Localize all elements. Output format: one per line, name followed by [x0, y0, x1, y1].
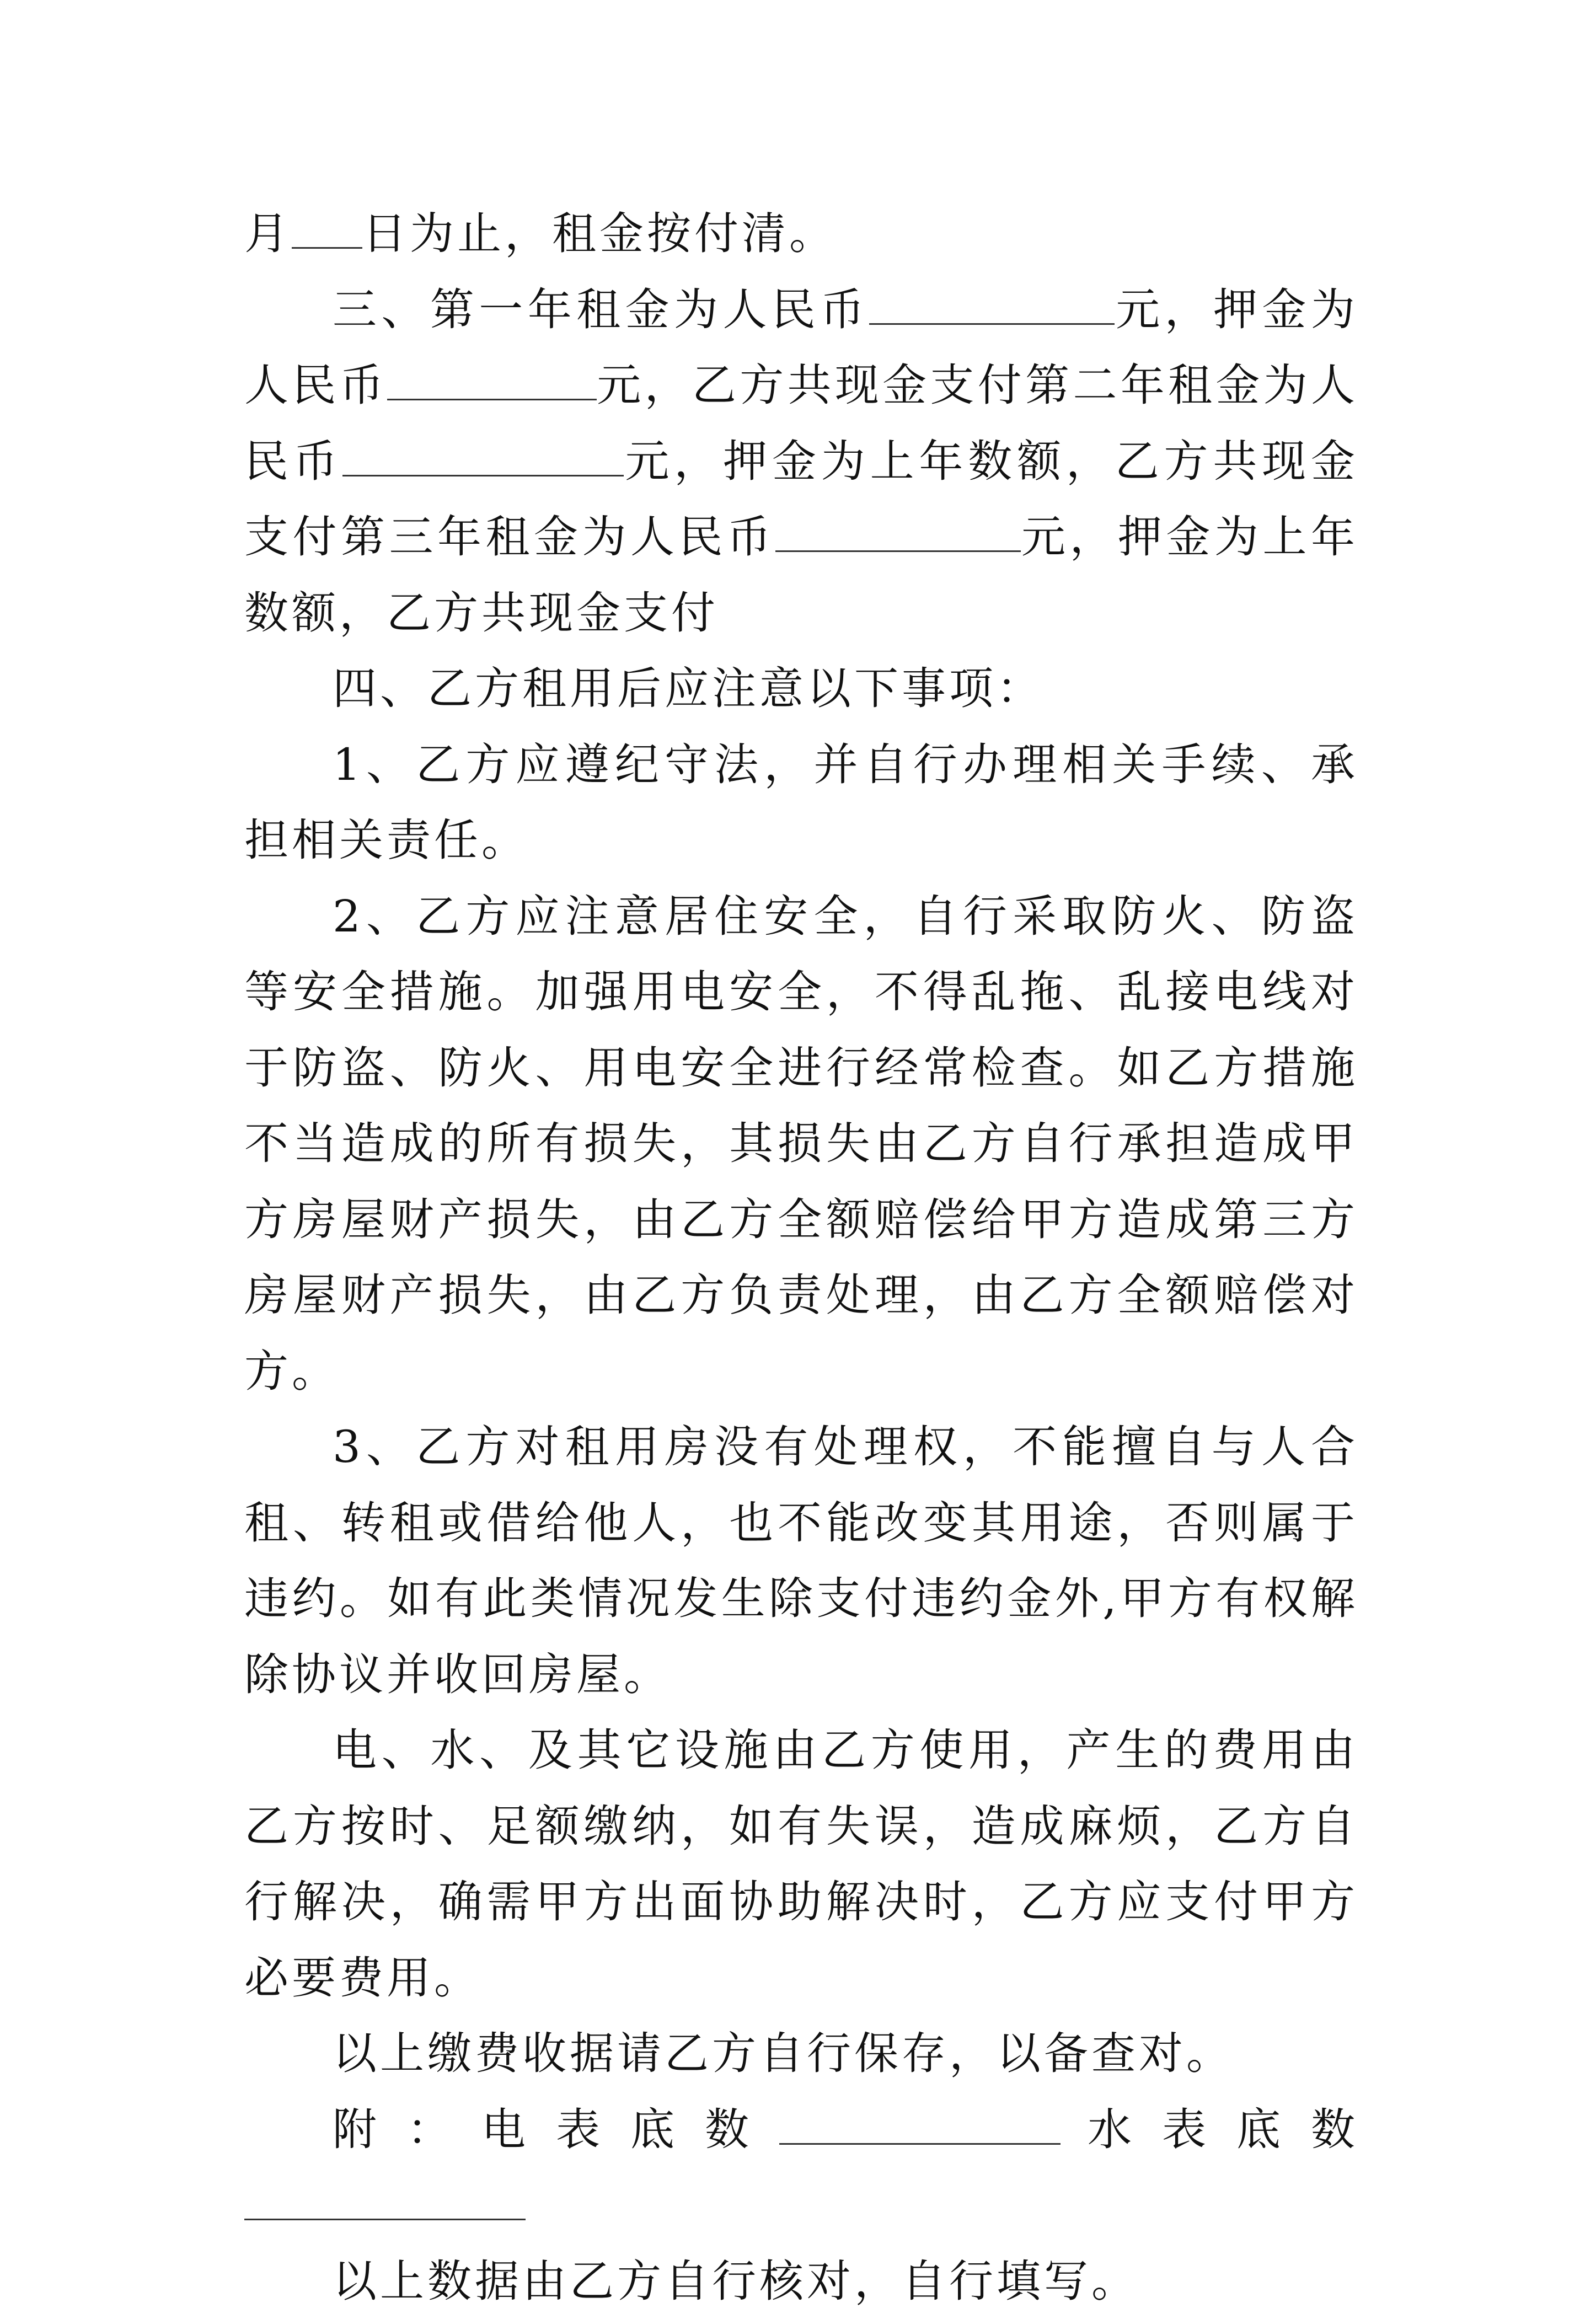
deposit-blank [387, 365, 597, 400]
utilities-paragraph: 电、水、及其它设施由乙方使用，产生的费用由乙方按时、足额缴纳，如有失误，造成麻烦，乙方自行解决，确需甲方出面协助解决时，乙方应支付甲方必要费用。 [244, 1712, 1358, 2016]
document-body [244, 196, 1358, 2319]
third-year-rent-blank [775, 516, 1021, 552]
text-segment: 三、第一年租金为人民币 [333, 284, 869, 335]
item-2-paragraph: 2、乙方应注意居住安全，自行采取防火、防盗等安全措施。加强用电安全，不得乱拖、乱接电线对于防盗、防火、用电安全进行经常检查。如乙方措施不当造成的所有损失，其损失由乙方自行承担造成甲方房屋财产损失，由乙方全额赔偿给甲方造成第三方房屋财产损失，由乙方负责处理，由乙方全额赔偿对方。 [244, 879, 1358, 1410]
section-four-heading: 四、乙方租用后应注意以下事项： [244, 651, 1358, 727]
text-segment: 水表底数 [1061, 2104, 1358, 2155]
water-meter-blank [244, 2184, 526, 2220]
text-segment: 附：电表底数 [333, 2104, 779, 2155]
text-segment: 元，押金为上年数额，乙方共现金支付第三年租金为人民币 [244, 436, 1358, 563]
text-segment: 元，押金为上年数额，乙方共现金支付 [244, 511, 1358, 639]
text-segment: 日为止，租金按付清。 [362, 208, 837, 259]
closing-paragraph: 以上数据由乙方自行核对，自行填写。 [244, 2243, 1358, 2319]
text-segment: 月 [244, 208, 292, 259]
item-3-paragraph: 3、乙方对租用房没有处理权，不能擅自与人合租、转租或借给他人，也不能改变其用途，否则属于违约。如有此类情况发生除支付违约金外,甲方有权解除协议并收回房屋。 [244, 1409, 1358, 1712]
electric-meter-blank [779, 2109, 1061, 2145]
first-year-rent-blank [869, 289, 1115, 325]
day-blank [292, 213, 362, 249]
meter-readings-paragraph [244, 2092, 1358, 2243]
text-segment: 元，乙方共现金支付第二年租金为人民币 [244, 360, 1358, 487]
rent-amounts-paragraph [244, 272, 1358, 651]
text-segment: 元，押金为人民币 [244, 284, 1358, 411]
second-year-rent-blank [342, 441, 624, 476]
payment-deadline-paragraph [244, 196, 1358, 272]
receipts-paragraph: 以上缴费收据请乙方自行保存，以备查对。 [244, 2016, 1358, 2092]
item-1-paragraph: 1、乙方应遵纪守法，并自行办理相关手续、承担相关责任。 [244, 727, 1358, 879]
